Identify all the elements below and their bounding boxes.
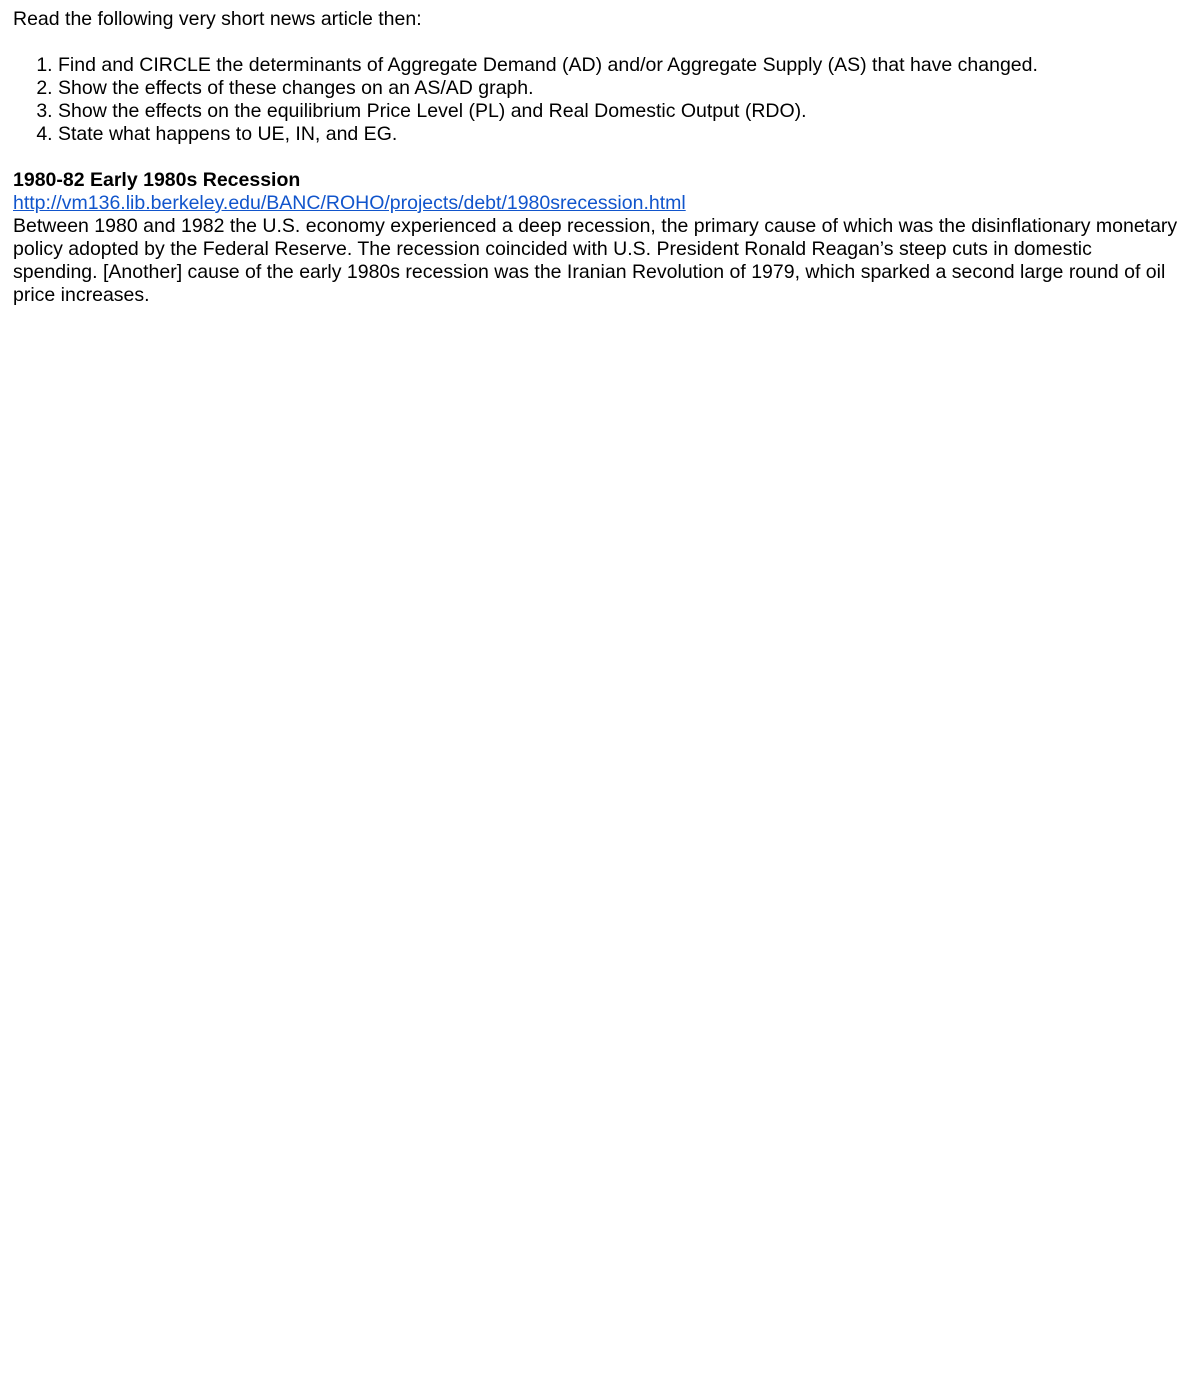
- article-title: 1980-82 Early 1980s Recession: [13, 169, 301, 191]
- article-body: Between 1980 and 1982 the U.S. economy experienced a deep recession, the primary cause of which was the disinflationary monetary policy adopted by the Federal Reserve. The recession coincided with U.S. President Ronald Reagan’s steep cuts in domestic spending. [Another] cause of the early 1980s recession was the Iranian Revolution of 1979, which sparked a second large round of oil price increases.: [13, 215, 1178, 306]
- article-link[interactable]: http://vm136.lib.berkeley.edu/BANC/ROHO/projects/debt/1980srecession.html: [13, 192, 686, 214]
- instruction-step-2: 2. Show the effects of these changes on an AS/AD graph.: [58, 77, 1180, 100]
- instruction-list: [13, 54, 1180, 146]
- instruction-step-1: 1. Find and CIRCLE the determinants of Aggregate Demand (AD) and/or Aggregate Supply (AS) that have changed.: [58, 54, 1180, 77]
- instruction-step-3: 3. Show the effects on the equilibrium Price Level (PL) and Real Domestic Output (RDO).: [58, 100, 1180, 123]
- instruction-step-4: 4. State what happens to UE, IN, and EG.: [58, 123, 1180, 146]
- intro-text: Read the following very short news article then:: [13, 8, 422, 30]
